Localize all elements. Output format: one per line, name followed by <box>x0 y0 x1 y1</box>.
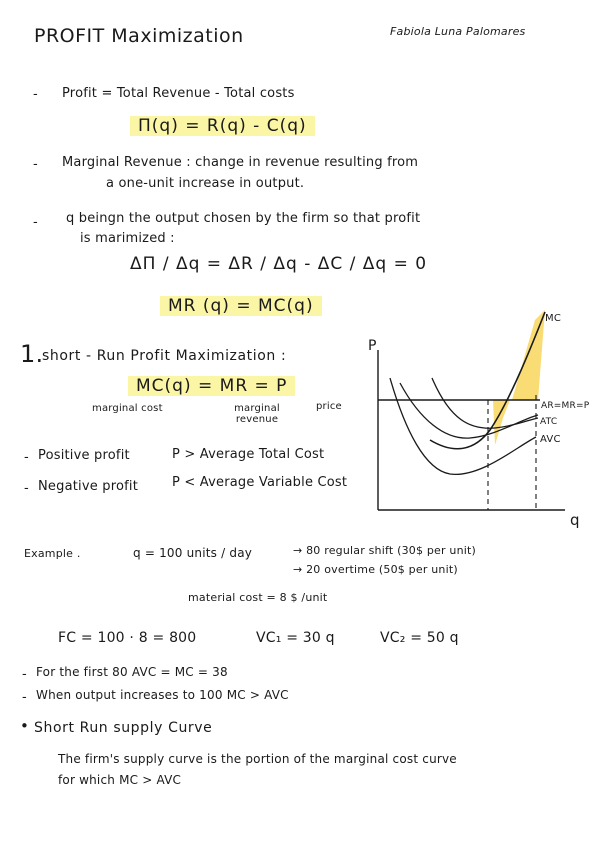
avc-label: AVC <box>540 434 561 445</box>
note-output-100: When output increases to 100 MC > AVC <box>36 688 289 702</box>
bullet-dash: - <box>24 481 29 496</box>
positive-profit-label: Positive profit <box>38 448 130 463</box>
q-definition-cont: is marimized : <box>80 231 175 246</box>
label-marginal-cost: marginal cost <box>92 403 163 414</box>
material-cost: material cost = 8 $ /unit <box>188 591 328 604</box>
bullet-dash: - <box>33 157 38 172</box>
section-number: 1. <box>20 340 44 368</box>
mc-curve-label: MC <box>545 313 562 324</box>
section-heading: short - Run Profit Maximization : <box>42 348 287 364</box>
marginal-revenue-definition: Marginal Revenue : change in revenue resulting from <box>62 155 419 170</box>
marginal-revenue-definition-cont: a one-unit increase in output. <box>106 176 305 191</box>
bullet-dash: - <box>22 690 27 705</box>
profit-formula: Π(q) = R(q) - C(q) <box>130 116 315 136</box>
note-first-80: For the first 80 AVC = MC = 38 <box>36 665 228 679</box>
avc-curve <box>390 378 536 474</box>
bullet-dot: • <box>20 717 30 735</box>
page-title: PROFIT Maximization <box>34 25 244 47</box>
variable-cost-1: VC₁ = 30 q <box>256 630 335 646</box>
supply-curve-text: The firm's supply curve is the portion of the marginal cost curve <box>58 752 457 766</box>
author-name: Fabiola Luna Palomares <box>390 25 526 38</box>
bullet-dash: - <box>33 215 38 230</box>
price-line-label: AR=MR=P <box>541 401 590 411</box>
bullet-dash: - <box>24 450 29 465</box>
overtime-cost: → 20 overtime (50$ per unit) <box>293 563 458 576</box>
bullet-dash: - <box>22 667 27 682</box>
positive-profit-condition: P > Average Total Cost <box>172 447 325 462</box>
label-price: price <box>316 401 342 412</box>
mr-equals-mc: MR (q) = MC(q) <box>160 296 322 316</box>
bullet-dash: - <box>33 87 38 102</box>
production-quantity: q = 100 units / day <box>133 546 253 560</box>
negative-profit-condition: P < Average Variable Cost <box>172 475 348 490</box>
q-definition: q beingn the output chosen by the firm so that profit <box>66 211 421 226</box>
label-marginal-revenue: marginal revenue <box>234 403 280 425</box>
marginal-condition-equation: ΔΠ / Δq = ΔR / Δq - ΔC / Δq = 0 <box>130 254 428 274</box>
profit-definition: Profit = Total Revenue - Total costs <box>62 86 295 101</box>
variable-cost-2: VC₂ = 50 q <box>380 630 459 646</box>
supply-curve-heading: Short Run supply Curve <box>34 720 213 736</box>
fixed-cost-calc: FC = 100 · 8 = 800 <box>58 630 197 646</box>
negative-profit-label: Negative profit <box>38 479 139 494</box>
example-label: Example . <box>24 547 81 560</box>
graph-y-label: P <box>368 338 377 354</box>
atc-label: ATC <box>540 417 558 427</box>
supply-curve-text-cont: for which MC > AVC <box>58 773 182 787</box>
profit-max-rule: MC(q) = MR = P <box>128 376 295 396</box>
regular-shift-cost: → 80 regular shift (30$ per unit) <box>293 544 477 557</box>
graph-x-label: q <box>570 511 580 529</box>
